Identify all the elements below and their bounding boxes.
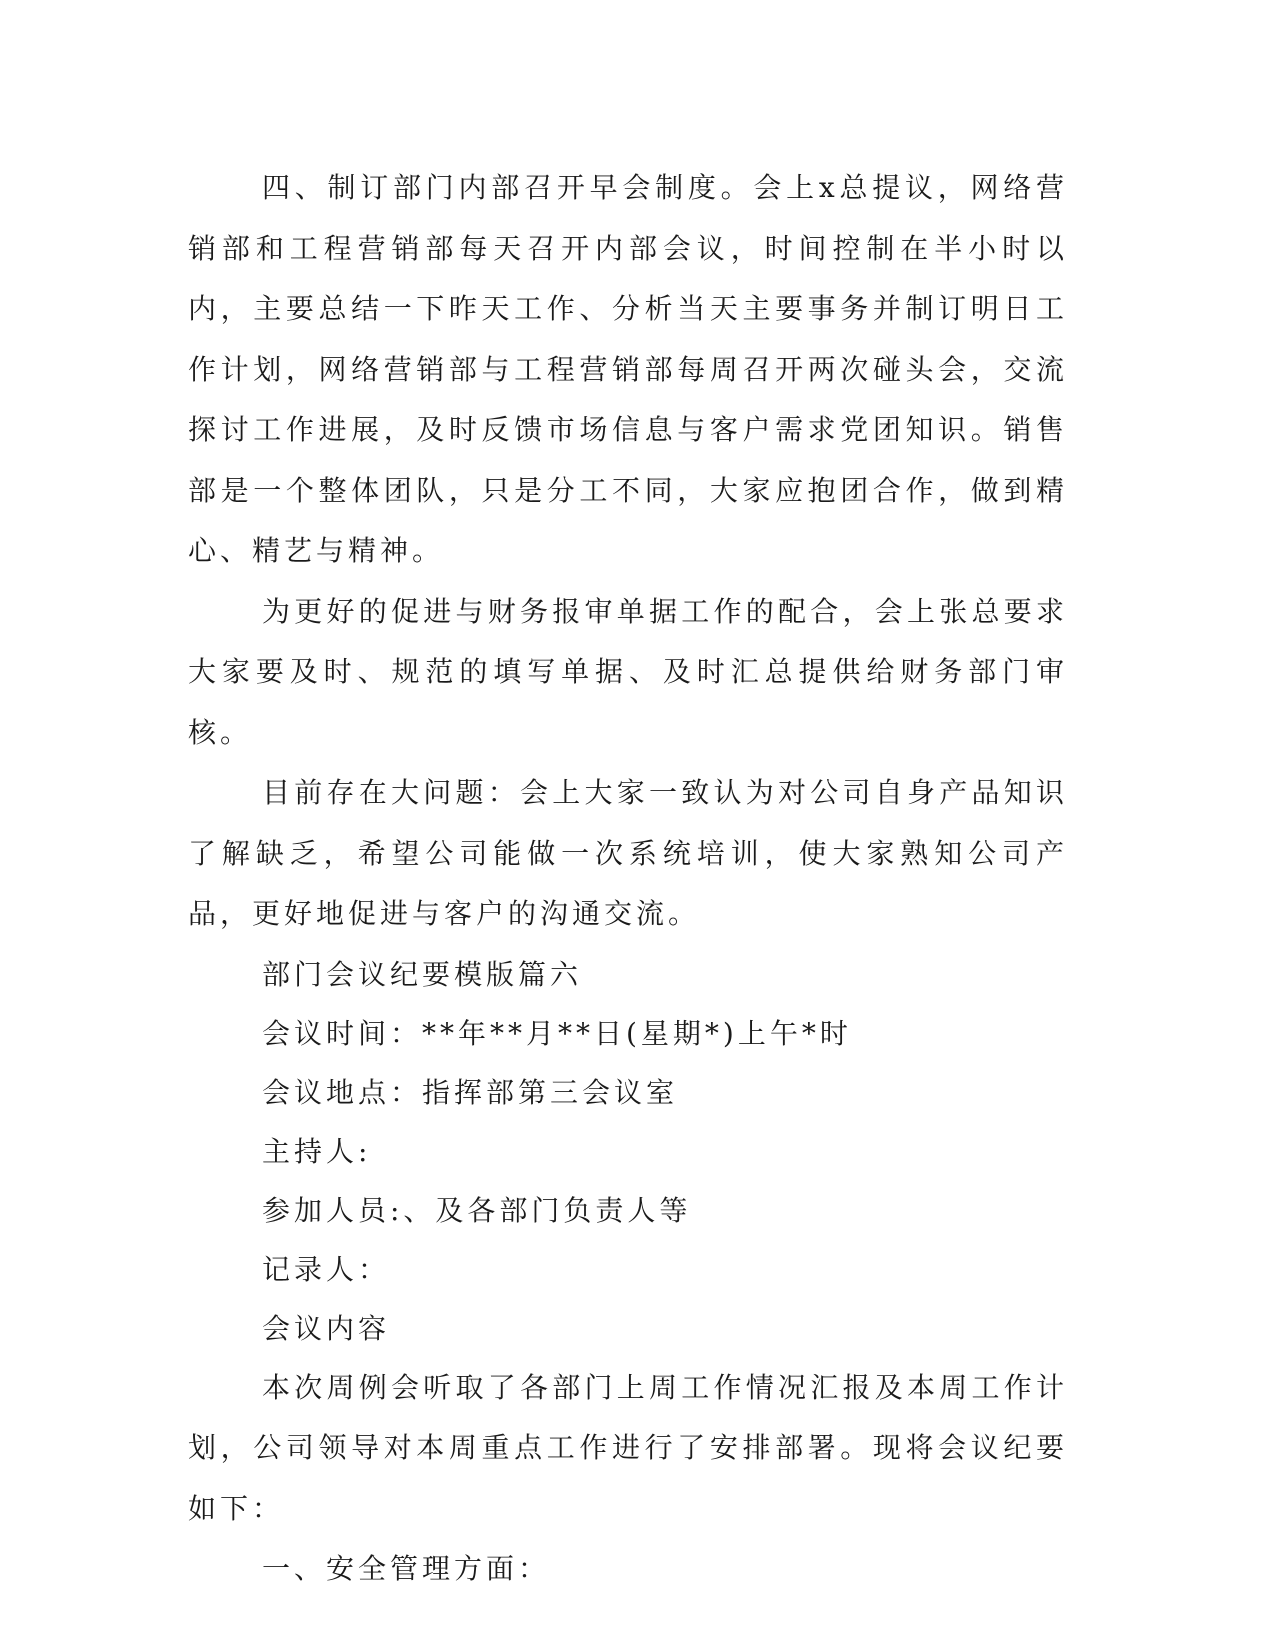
meeting-participants: 参加人员:、及各部门负责人等 [262, 1193, 692, 1227]
paragraph-summary: 本次周例会听取了各部门上周工作情况汇报及本周工作计划，公司领导对本周重点工作进行了安排部署。现将会议纪要如下： [188, 1370, 1068, 1525]
section-title: 部门会议纪要模版篇六 [262, 957, 583, 991]
meeting-recorder: 记录人： [262, 1252, 391, 1286]
paragraph-finance-cooperation: 为更好的促进与财务报审单据工作的配合，会上张总要求大家要及时、规范的填写单据、及时汇总提供给财务部门审核。 [188, 594, 1068, 749]
paragraph-morning-meeting-system: 四、制订部门内部召开早会制度。会上x总提议，网络营销部和工程营销部每天召开内部会议，时间控制在半小时以内，主要总结一下昨天工作、分析当天主要事务并制订明日工作计划，网络营销部与工程营销部每周召开两次碰头会，交流探讨工作进展，及时反馈市场信息与客户需求党团知识。销售部是一个整体团队，只是分工不同，大家应抱团合作，做到精心、精艺与精神。 [188, 171, 1068, 567]
meeting-place: 会议地点：指挥部第三会议室 [262, 1075, 679, 1109]
meeting-host: 主持人: [262, 1134, 372, 1168]
meeting-time: 会议时间：**年**月**日(星期*)上午*时 [262, 1016, 852, 1050]
item-safety-management: 一、安全管理方面： [262, 1552, 551, 1585]
paragraph-current-problems: 目前存在大问题：会上大家一致认为对公司自身产品知识了解缺乏，希望公司能做一次系统培训，使大家熟知公司产品，更好地促进与客户的沟通交流。 [188, 776, 1068, 930]
content-heading: 会议内容 [262, 1311, 391, 1345]
document-body [188, 158, 1068, 1598]
